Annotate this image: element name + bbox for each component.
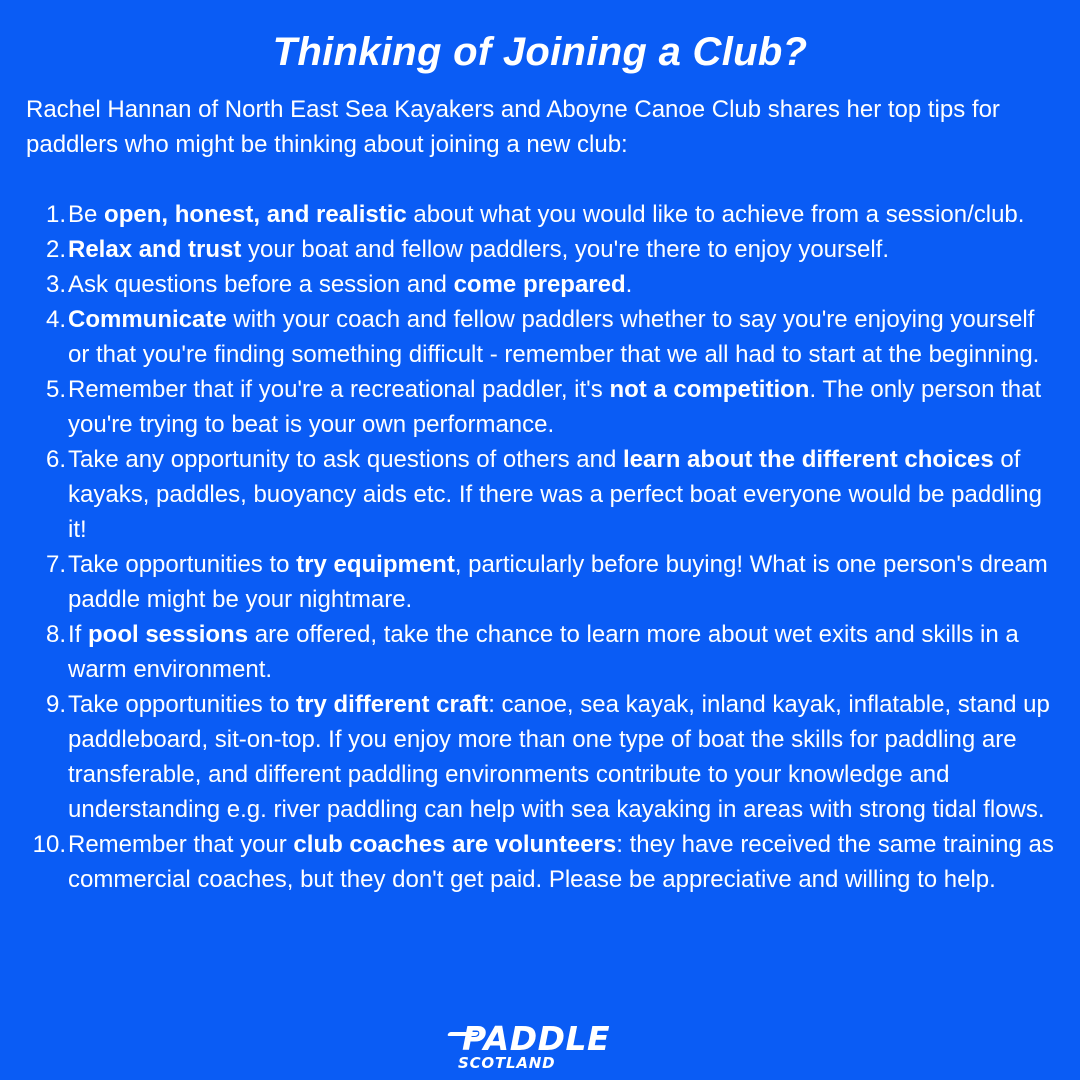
page-title: Thinking of Joining a Club?	[272, 30, 808, 74]
tip-item	[0, 197, 1080, 232]
tip-segment: about what you would like to achieve from a session/club.	[406, 201, 1025, 228]
tip-segment: Take opportunities to	[68, 691, 297, 718]
tip-emphasis: Communicate	[68, 306, 227, 333]
tip-emphasis: come prepared	[453, 271, 626, 298]
tip-segment: Be	[68, 201, 105, 228]
tip-text	[68, 376, 1041, 438]
tip-number: 9.	[45, 691, 66, 718]
tip-text	[68, 236, 889, 263]
tip-emphasis: learn about the different choices	[623, 446, 994, 473]
tip-segment: your boat and fellow paddlers, you're there to enjoy yourself.	[241, 236, 890, 263]
tip-text	[68, 551, 1048, 613]
tip-emphasis: Relax and trust	[68, 236, 242, 263]
tip-number: 8.	[45, 621, 66, 648]
tip-item	[0, 442, 1080, 547]
tip-item	[0, 547, 1080, 617]
tip-number: 4.	[45, 306, 66, 333]
tip-number: 5.	[45, 376, 66, 403]
tip-emphasis: not a competition	[609, 376, 810, 403]
tip-number: 1.	[45, 201, 66, 228]
logo-sub-text: SCOTLAND	[458, 1054, 556, 1072]
tip-text	[68, 201, 1024, 228]
tip-item	[0, 617, 1080, 687]
tip-number: 10.	[32, 831, 66, 858]
tip-segment: Take opportunities to	[68, 551, 297, 578]
tip-segment: Take any opportunity to ask questions of others and	[68, 446, 624, 473]
tip-number: 6.	[45, 446, 66, 473]
tip-text	[68, 446, 1042, 543]
logo-main-text: PADDLE	[462, 1019, 611, 1058]
tip-segment: : canoe, sea kayak, inland kayak, inflatable, stand up paddleboard, sit-on-top. If you enjoy more than one type of boat the skills for paddling are transferable, and different paddling environments contribute to your knowledge and understanding e.g. river paddling can help with sea kayaking in areas with strong tidal flows.	[68, 691, 1050, 823]
tip-text	[68, 306, 1039, 368]
tip-emphasis: try different craft	[296, 691, 489, 718]
tip-emphasis: open, honest, and realistic	[104, 201, 407, 228]
tip-text	[68, 271, 632, 298]
tip-segment: of kayaks, paddles, buoyancy aids etc. If there was a perfect boat everyone would be paddling it!	[68, 446, 1042, 543]
tip-item	[0, 302, 1080, 372]
tip-number: 3.	[45, 271, 66, 298]
tip-segment: If	[68, 621, 89, 648]
tip-segment: are offered, take the chance to learn more about wet exits and skills in a warm environment.	[68, 621, 1019, 683]
tip-number: 2.	[45, 236, 66, 263]
tip-segment: , particularly before buying! What is one person's dream paddle might be your nightmare.	[68, 551, 1048, 613]
paddle-scotland-logo	[448, 1018, 638, 1076]
tip-segment: Ask questions before a session and	[68, 271, 454, 298]
tip-segment: . The only person that you're trying to beat is your own performance.	[68, 376, 1042, 438]
tip-number: 7.	[45, 551, 66, 578]
tip-segment: .	[625, 271, 633, 298]
tip-text	[68, 621, 1019, 683]
tip-emphasis: try equipment	[296, 551, 455, 578]
tips-list	[0, 197, 1080, 897]
tip-segment: Remember that your	[68, 831, 294, 858]
tip-item	[0, 687, 1080, 827]
intro-text: Rachel Hannan of North East Sea Kayakers and Aboyne Canoe Club shares her top tips for paddlers who might be thinking about joining a new club:	[26, 96, 1000, 158]
tip-segment: Remember that if you're a recreational paddler, it's	[68, 376, 610, 403]
tip-text	[68, 691, 1050, 823]
tip-emphasis: club coaches are volunteers	[293, 831, 617, 858]
tip-item	[0, 372, 1080, 442]
tip-segment: with your coach and fellow paddlers whether to say you're enjoying yourself or that you're finding something difficult - remember that we all had to start at the beginning.	[68, 306, 1040, 368]
tip-item	[0, 232, 1080, 267]
tip-item	[0, 827, 1080, 897]
tip-text	[68, 831, 1054, 893]
tip-item	[0, 267, 1080, 302]
tip-segment: : they have received the same training as commercial coaches, but they don't get paid. Please be appreciative and willing to help.	[68, 831, 1054, 893]
tip-emphasis: pool sessions	[88, 621, 249, 648]
